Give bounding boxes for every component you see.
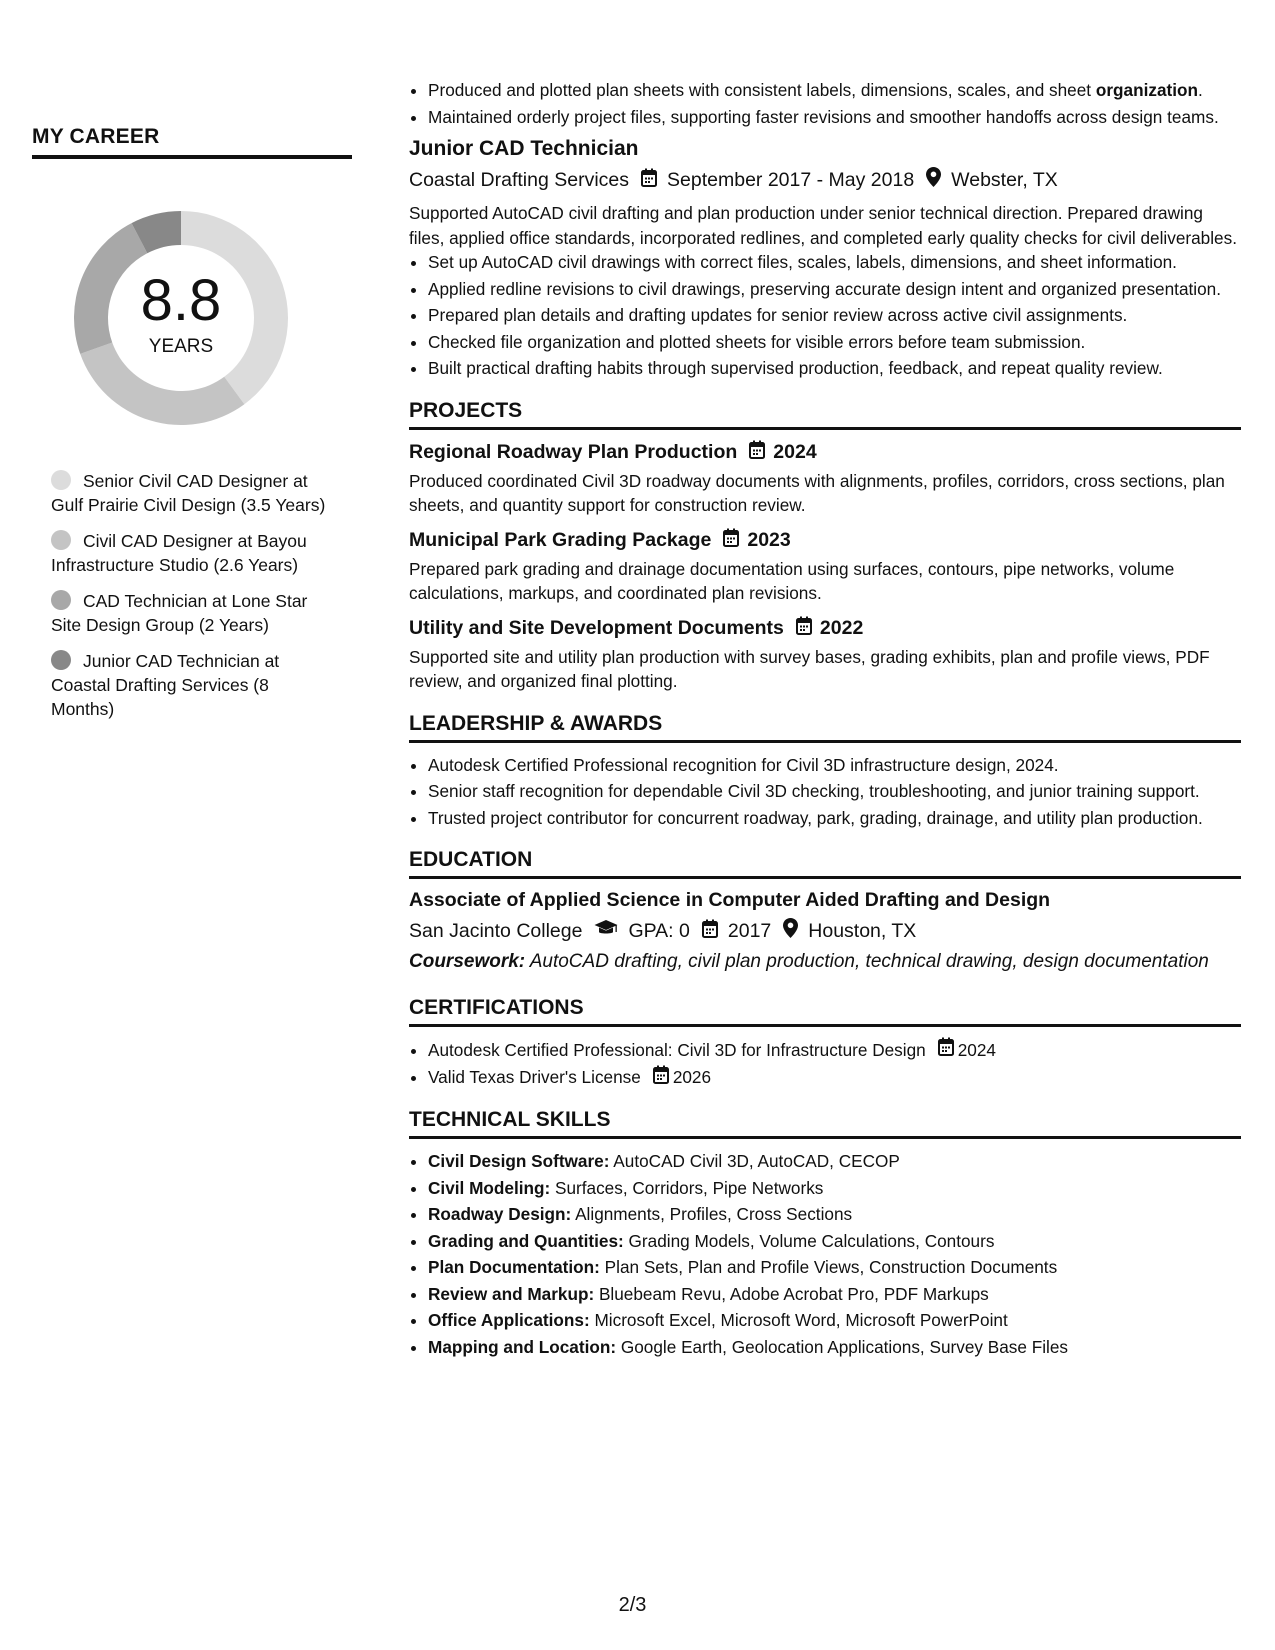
list-item: • Senior staff recognition for dependable Civil 3D checking, troubleshooting, and junior training support. [428,779,1241,804]
projects-heading: PROJECTS [409,399,1241,430]
skills-list [409,1149,1241,1359]
legend-dot [51,470,71,490]
certification-item [428,1037,1241,1063]
role-title: Junior CAD Technician [409,137,639,160]
graduation-year: 2017 [727,919,772,942]
project-description: Supported site and utility plan production with survey bases, grading exhibits, plan and profile views, PDF review, and organized final plotting. [409,646,1210,691]
skill-label: Grading and Quantities: [428,1230,624,1251]
certification-name: • Autodesk Certified Professional: Civil 3D for Infrastructure Design [428,1039,926,1060]
donut-center [66,203,296,433]
project-name: Municipal Park Grading Package [409,528,712,551]
skill-label: Plan Documentation: [428,1257,600,1277]
location-pin-icon [926,167,941,193]
leadership-heading: LEADERSHIP & AWARDS [409,712,1241,743]
certification-year: 2026 [672,1067,712,1087]
list-item: • Checked file organization and plotted sheets for visible errors before team submission. [428,330,1241,355]
skill-item [428,1335,1241,1360]
project-description: Prepared park grading and drainage documentation using surfaces, contours, pipe networks, volume calculations, markups, and coordinated plan revisions. [409,558,1175,603]
skill-item [428,1149,1241,1174]
calendar-icon [938,1037,954,1063]
project-year: 2022 [819,616,864,639]
certification-name: • Valid Texas Driver's License [428,1067,641,1087]
previous-role-bullets [409,78,1241,129]
page-indicator: 2/3 [618,1594,647,1616]
list-item: • Applied redline revisions to civil drawings, preserving accurate design intent and organized presentation. [428,277,1241,302]
career-legend-item [51,589,331,637]
calendar-icon [641,168,657,193]
education-meta [409,918,1241,944]
skill-label: Review and Markup: [428,1283,595,1304]
calendar-icon [796,616,812,641]
project-name: Regional Roadway Plan Production [409,440,738,463]
coursework [409,950,1241,974]
career-sidebar [32,125,352,733]
graduation-cap-icon [594,919,618,943]
list-item: • Built practical drafting habits through supervised production, feedback, and repeat quality review. [428,356,1241,381]
skill-value: Microsoft Excel, Microsoft Word, Microsoft PowerPoint [589,1310,1008,1330]
role-company: Coastal Drafting Services [409,168,630,191]
career-heading: MY CAREER [32,125,352,159]
calendar-icon [702,919,718,944]
certifications-heading: CERTIFICATIONS [409,996,1241,1027]
calendar-icon [723,528,739,553]
project-year: 2023 [747,528,791,551]
gpa: GPA: 0 [628,919,690,942]
career-legend-item [51,529,331,577]
legend-label: Senior Civil CAD Designer at Gulf Prairie Civil Design (3.5 Years) [51,471,326,515]
certification-year: 2024 [957,1039,996,1060]
skill-item [428,1229,1241,1254]
legend-label: Civil CAD Designer at Bayou Infrastructure Studio (2.6 Years) [51,531,307,575]
skill-item [428,1176,1241,1201]
location-pin-icon [783,918,798,944]
skill-label: Roadway Design: [428,1204,572,1224]
skill-value: Plan Sets, Plan and Profile Views, Construction Documents [599,1257,1058,1277]
skill-value: Bluebeam Revu, Adobe Acrobat Pro, PDF Markups [594,1283,989,1304]
projects-list [409,440,1241,694]
career-donut-chart [66,203,296,433]
certifications-list [409,1037,1241,1090]
list-item: • Autodesk Certified Professional recognition for Civil 3D infrastructure design, 2024. [428,753,1241,778]
legend-dot [51,590,71,610]
list-item: • Maintained orderly project files, supporting faster revisions and smoother handoffs across design teams. [428,105,1241,130]
skill-value: Grading Models, Volume Calculations, Contours [623,1230,995,1251]
school-name: San Jacinto College [409,919,583,942]
legend-dot [51,530,71,550]
skill-value: Alignments, Profiles, Cross Sections [571,1204,853,1224]
school-location: Houston, TX [808,919,917,942]
skill-item [428,1202,1241,1227]
career-legend-item [51,469,331,517]
skill-item [428,1255,1241,1280]
main-content [409,78,1241,1361]
skill-label: Office Applications: [428,1310,590,1330]
leadership-bullets [409,753,1241,831]
legend-dot [51,650,71,670]
career-total-unit: YEARS [148,336,214,357]
education-heading: EDUCATION [409,848,1241,879]
role-meta [409,167,1241,193]
skill-value: Google Earth, Geolocation Applications, Survey Base Files [616,1336,1068,1357]
degree-title: Associate of Applied Science in Computer Aided Drafting and Design [409,889,1051,911]
skill-value: AutoCAD Civil 3D, AutoCAD, CECOP [609,1151,900,1171]
role-bullets [409,250,1241,381]
list-item: • Trusted project contributor for concurrent roadway, park, grading, drainage, and utility plan production. [428,806,1241,831]
list-item: • Produced and plotted plan sheets with consistent labels, dimensions, scales, and sheet organization. [428,78,1241,103]
role-location: Webster, TX [951,168,1058,191]
skill-label: Civil Design Software: [428,1151,610,1171]
project-name: Utility and Site Development Documents [409,616,784,639]
role-dates: September 2017 - May 2018 [667,168,915,191]
project-description: Produced coordinated Civil 3D roadway documents with alignments, profiles, corridors, cross sections, plan sheets, and quantity support for construction review. [409,470,1225,515]
calendar-icon [653,1065,669,1091]
skill-label: Civil Modeling: [428,1177,551,1198]
skills-heading: TECHNICAL SKILLS [409,1108,1241,1139]
coursework-label: Coursework: [409,951,526,972]
skill-item [428,1308,1241,1333]
role-summary: Supported AutoCAD civil drafting and plan production under senior technical direction. Prepared drawing files, applied office standards, incorporated redlines, and completed early quality checks for civil deliverables. [409,203,1237,248]
career-legend [51,469,331,721]
skill-item [428,1282,1241,1307]
calendar-icon [749,440,765,465]
legend-label: CAD Technician at Lone Star Site Design Group (2 Years) [51,591,308,635]
legend-label: Junior CAD Technician at Coastal Drafting Services (8 Months) [51,651,280,719]
project-year: 2024 [773,440,817,463]
certification-item [428,1065,1241,1091]
career-legend-item [51,649,331,721]
project-title [409,440,1241,465]
project-title [409,616,1241,641]
coursework-text: AutoCAD drafting, civil plan production, technical drawing, design documentation [525,951,1209,972]
project-title [409,528,1241,553]
skill-label: Mapping and Location: [428,1336,617,1357]
list-item: • Prepared plan details and drafting updates for senior review across active civil assignments. [428,303,1241,328]
list-item: • Set up AutoCAD civil drawings with correct files, scales, labels, dimensions, and sheet information. [428,250,1241,275]
skill-value: Surfaces, Corridors, Pipe Networks [550,1177,824,1198]
career-total-years: 8.8 [140,268,222,333]
